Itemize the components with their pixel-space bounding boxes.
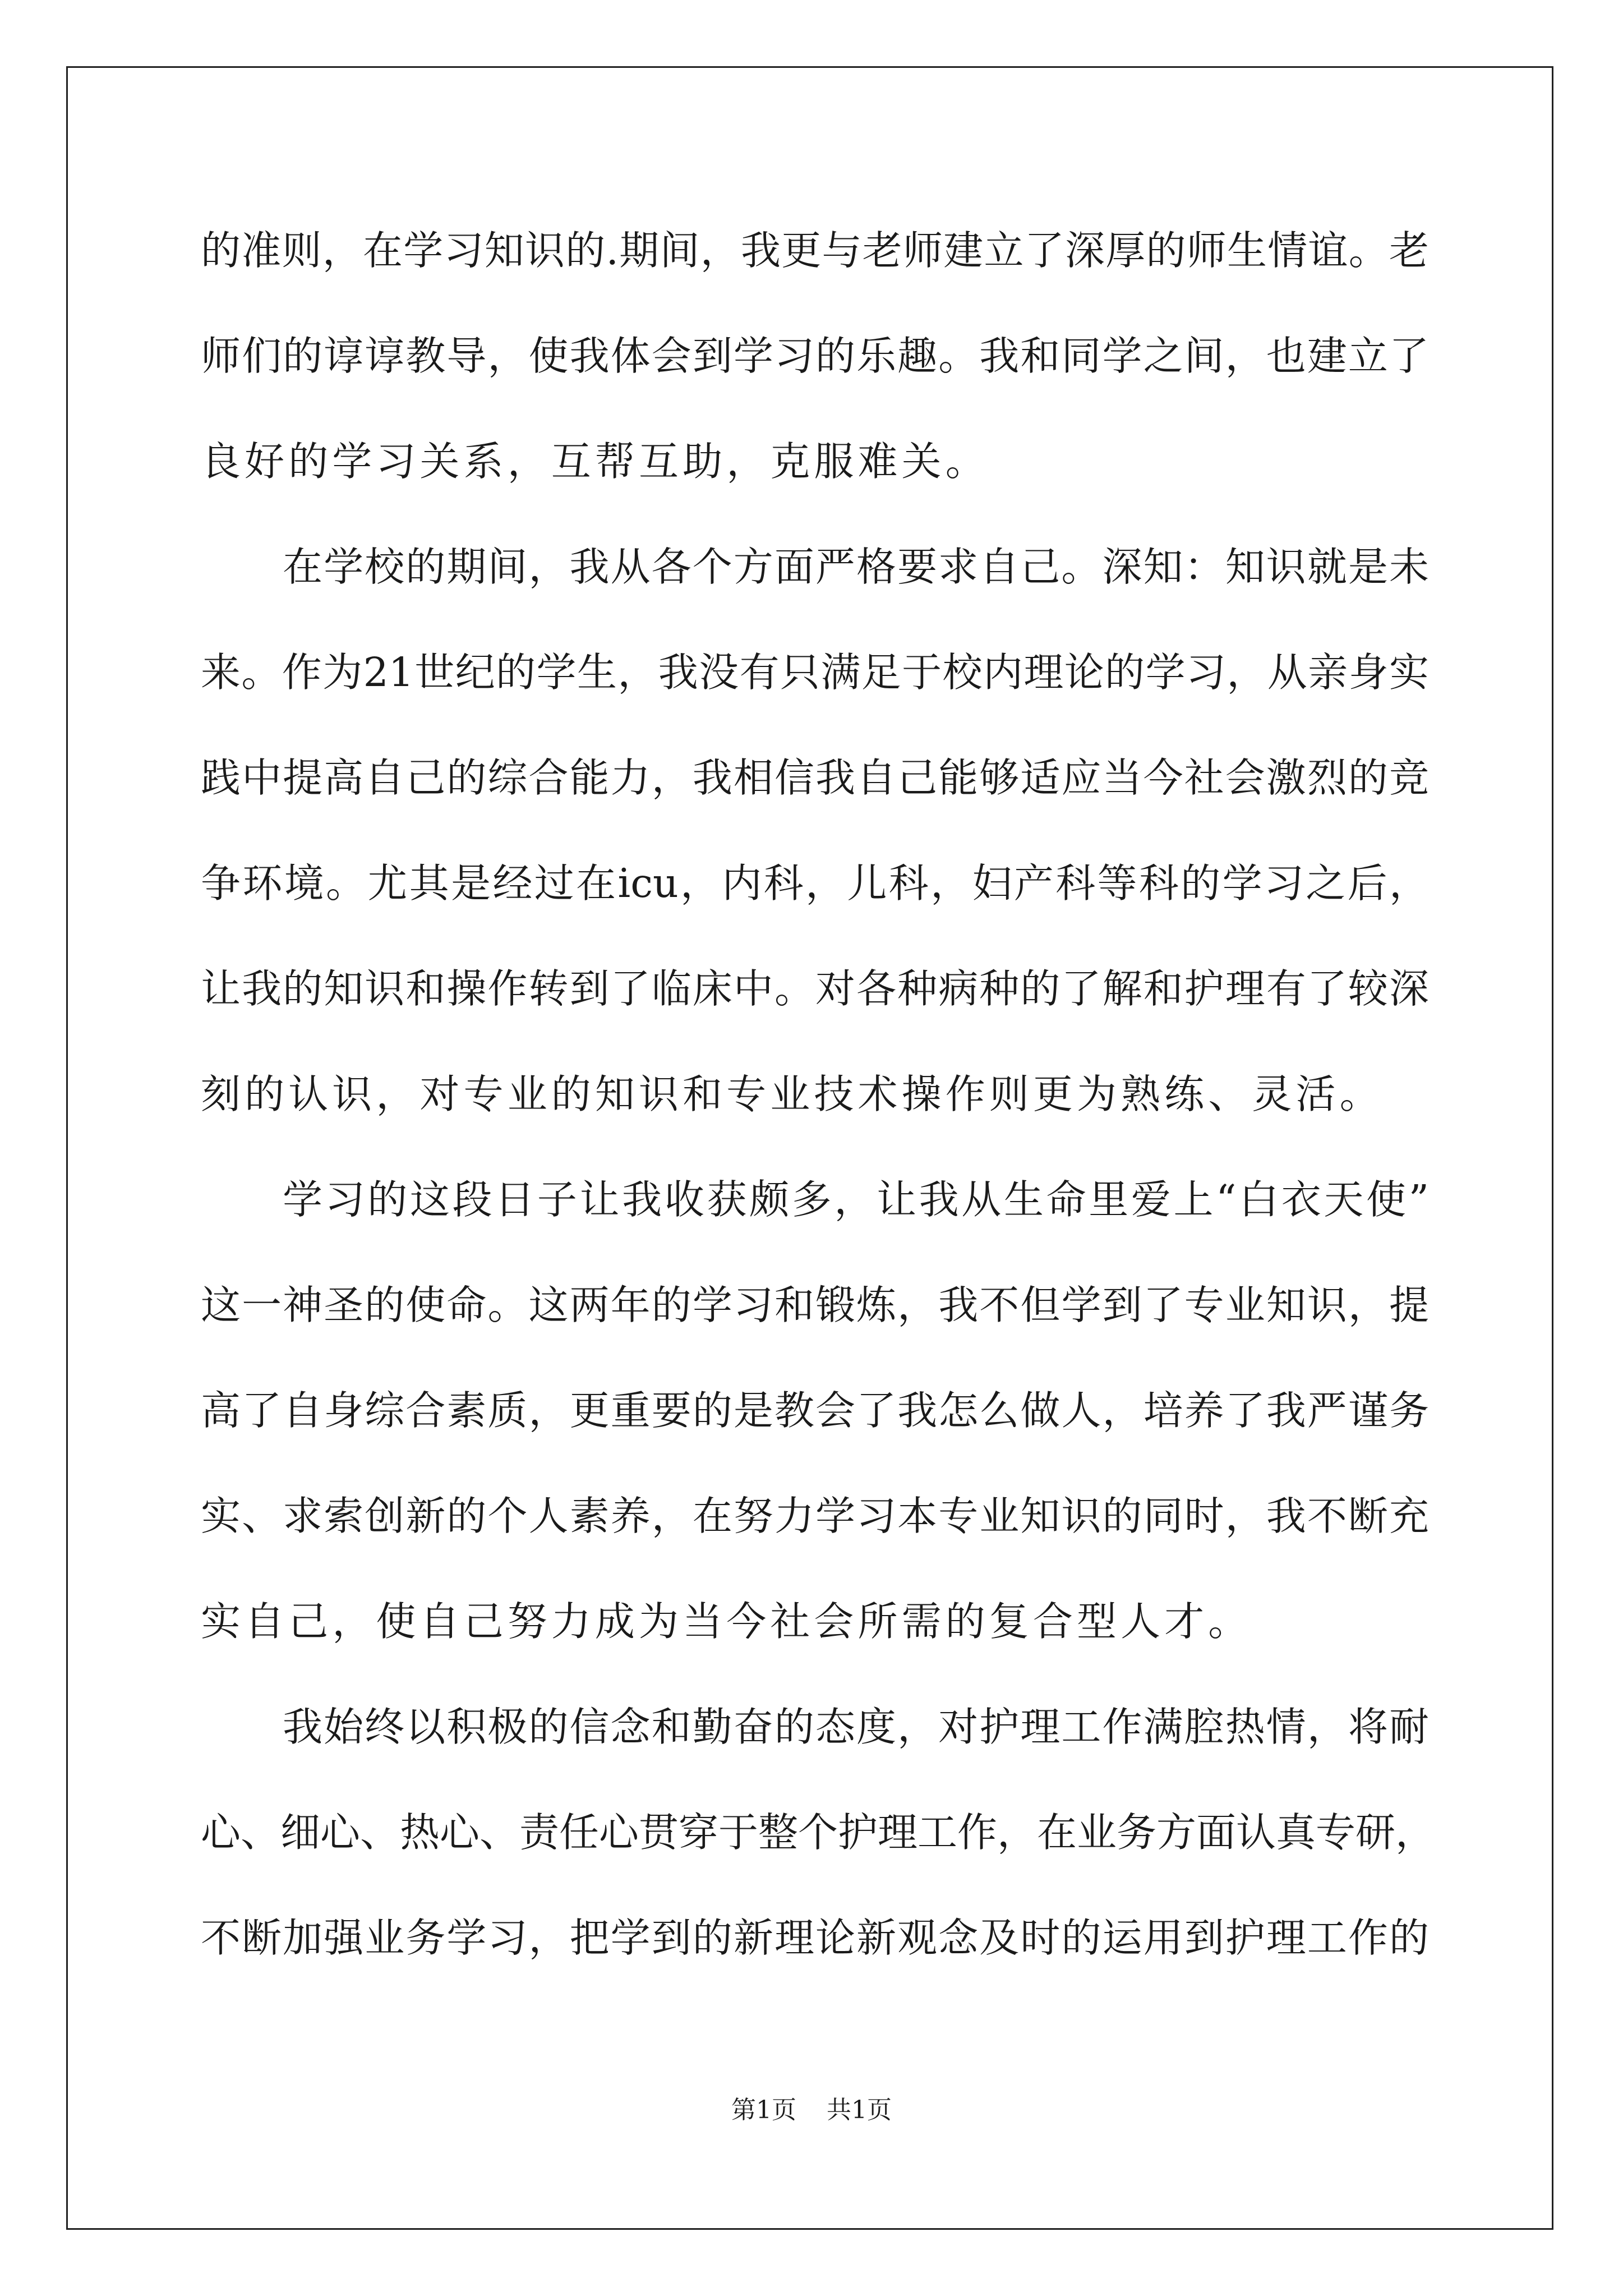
- text-line: 践中提高自己的综合能力，我相信我自己能够适应当今社会激烈的竞: [201, 754, 1429, 801]
- page-number: 第1页: [731, 2096, 796, 2124]
- text-line: 师们的谆谆教导，使我体会到学习的乐趣。我和同学之间，也建立了: [201, 333, 1429, 379]
- text-line: 让我的知识和操作转到了临床中。对各种病种的了解和护理有了较深: [201, 965, 1429, 1012]
- text-line: 在学校的期间，我从各个方面严格要求自己。深知：知识就是未: [283, 544, 1429, 590]
- text-line: 争环境。尤其是经过在icu，内科，儿科，妇产科等科的学习之后，: [201, 860, 1429, 907]
- text-line: 不断加强业务学习，把学到的新理论新观念及时的运用到护理工作的: [201, 1915, 1429, 1961]
- text-line: 的准则，在学习知识的.期间，我更与老师建立了深厚的师生情谊。老: [201, 227, 1429, 274]
- text-line: 这一神圣的使命。这两年的学习和锻炼，我不但学到了专业知识，提: [201, 1282, 1429, 1328]
- page-footer: [0, 2093, 1623, 2127]
- page-total: 共1页: [827, 2096, 892, 2124]
- text-line: 实、求索创新的个人素养，在努力学习本专业知识的同时，我不断充: [201, 1493, 1429, 1539]
- text-line: 来。作为21世纪的学生，我没有只满足于校内理论的学习，从亲身实: [201, 649, 1429, 696]
- text-line: 良好的学习关系，互帮互助，克服难关。: [201, 438, 989, 485]
- text-line: 我始终以积极的信念和勤奋的态度，对护理工作满腔热情，将耐: [283, 1704, 1429, 1750]
- text-line: 实自己，使自己努力成为当今社会所需的复合型人才。: [201, 1598, 1252, 1645]
- text-line: 学习的这段日子让我收获颇多，让我从生命里爱上“白衣天使”: [283, 1176, 1429, 1223]
- text-line: 心、细心、热心、责任心贯穿于整个护理工作，在业务方面认真专研，: [201, 1809, 1436, 1856]
- text-line: 高了自身综合素质，更重要的是教会了我怎么做人，培养了我严谨务: [201, 1387, 1429, 1434]
- text-line: 刻的认识，对专业的知识和专业技术操作则更为熟练、灵活。: [201, 1071, 1384, 1117]
